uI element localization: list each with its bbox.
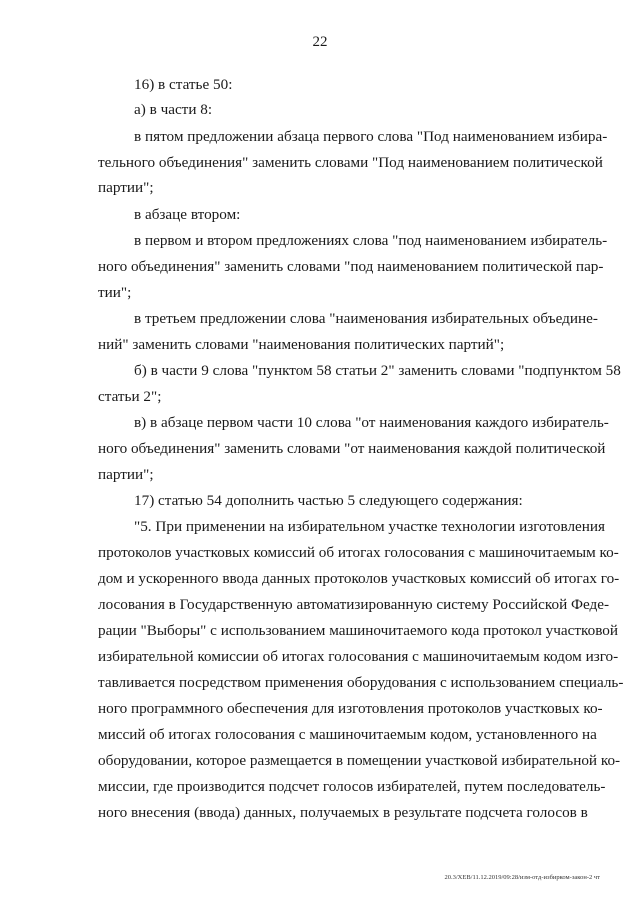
text-line: статьи 2";: [98, 388, 162, 405]
text-line: "5. При применении на избирательном участке технологии изготовления: [134, 518, 606, 535]
text-line: в) в абзаце первом части 10 слова "от наименования каждого избиратель-: [134, 414, 609, 431]
text-line: в пятом предложении абзаца первого слова "Под наименованием избира-: [134, 128, 608, 145]
text-line: избирательной комиссии об итогах голосования с машиночитаемым кодом изго-: [98, 648, 619, 665]
text-line: а) в части 8:: [134, 101, 213, 118]
text-line: протоколов участковых комиссий об итогах голосования с машиночитаемым ко-: [98, 544, 619, 561]
text-line: в абзаце втором:: [134, 206, 241, 223]
text-line: 17) статью 54 дополнить частью 5 следующего содержания:: [134, 492, 523, 509]
text-line: 16) в статье 50:: [134, 76, 233, 93]
page-number: 22: [312, 34, 328, 50]
text-line: ного объединения" заменить словами "от наименования каждой политической: [98, 440, 606, 457]
text-line: рации "Выборы" с использованием машиночитаемого кода протокол участковой: [98, 622, 619, 639]
text-line: партии";: [98, 466, 154, 483]
text-line: тавливается посредством применения оборудования с использованием специаль-: [98, 674, 624, 691]
text-line: тельного объединения" заменить словами "Под наименованием политической: [98, 154, 603, 171]
text-line: в первом и втором предложениях слова "под наименованием избиратель-: [134, 232, 608, 249]
text-line: миссий об итогах голосования с машиночитаемым кодом, установленного на: [98, 726, 597, 743]
text-line: ного внесения (ввода) данных, получаемых в результате подсчета голосов в: [98, 804, 588, 821]
text-line: миссии, где производится подсчет голосов избирателей, путем последователь-: [98, 778, 606, 795]
text-line: оборудовании, которое размещается в помещении участковой избирательной ко-: [98, 752, 621, 769]
footer-code: 20.3/ХЕВ/11.12.2019/09:28/изм-отд-избирком-закон-2 чт: [444, 874, 600, 881]
text-line: партии";: [98, 179, 154, 196]
text-line: ного объединения" заменить словами "под наименованием политической пар-: [98, 258, 604, 275]
text-line: б) в части 9 слова "пунктом 58 статьи 2" заменить словами "подпунктом 58: [134, 362, 621, 379]
text-line: в третьем предложении слова "наименования избирательных объедине-: [134, 310, 598, 327]
text-line: ний" заменить словами "наименования политических партий";: [98, 336, 505, 353]
text-line: ного программного обеспечения для изготовления протоколов участковых ко-: [98, 700, 603, 717]
text-line: дом и ускоренного ввода данных протоколов участковых комиссий об итогах го-: [98, 570, 620, 587]
text-line: лосования в Государственную автоматизированную систему Российской Феде-: [98, 596, 610, 613]
text-line: тии";: [98, 284, 132, 301]
